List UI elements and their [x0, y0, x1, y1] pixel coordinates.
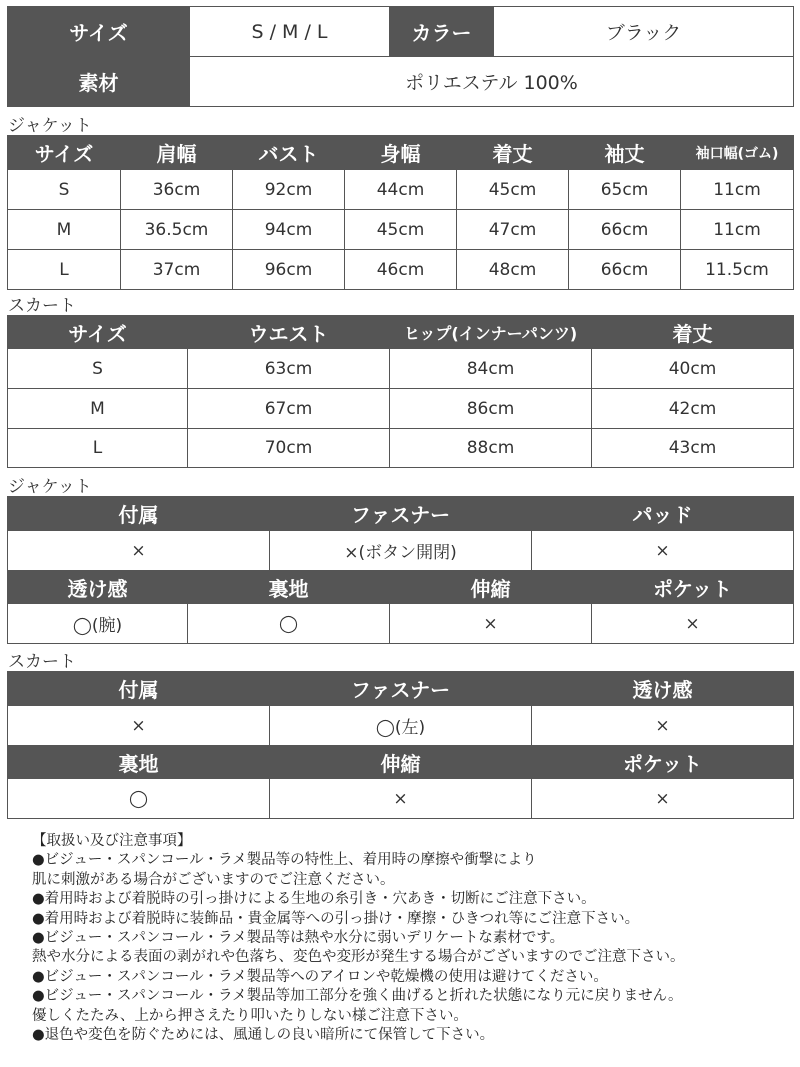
header-cell: 袖丈: [569, 136, 681, 170]
header-cell: バスト: [233, 136, 345, 170]
note-line: ●退色や変色を防ぐためには、風通しの良い暗所にて保管して下さい。: [32, 1027, 495, 1044]
value-cell: ◯(腕): [8, 604, 188, 644]
value-cell: 70cm: [188, 429, 390, 468]
jacket-features-table-1: [7, 496, 794, 571]
value-cell: 88cm: [390, 429, 592, 468]
skirt-size-header-row: [8, 316, 794, 349]
value-cell: 67cm: [188, 389, 390, 429]
value-cell: 45cm: [457, 170, 569, 210]
header-cell: パッド: [532, 497, 794, 531]
note-line: 熱や水分による表面の剥がれや色落ち、変色や変形が発生する場合がございますのでご注意下さい。: [32, 949, 685, 966]
size-cell: S: [8, 349, 188, 389]
table-row: [8, 250, 794, 290]
header-cell: ポケット: [592, 571, 794, 604]
value-cell: 92cm: [233, 170, 345, 210]
note-line: 肌に刺激がある場合がございますのでご注意ください。: [32, 871, 395, 888]
header-cell: 着丈: [457, 136, 569, 170]
value-cell: 45cm: [345, 210, 457, 250]
table-row: [8, 170, 794, 210]
note-line: ●着用時および着脱時に装飾品・貴金属等への引っ掛け・摩擦・ひきつれ等にご注意下さい。: [32, 910, 640, 927]
size-cell: S: [8, 170, 121, 210]
header-cell: 身幅: [345, 136, 457, 170]
note-line: 優しくたたみ、上から押さえたり叩いたりしない様ご注意下さい。: [32, 1007, 468, 1024]
table-row: [8, 349, 794, 389]
value-cell: 11cm: [681, 170, 794, 210]
size-label: サイズ: [8, 7, 190, 57]
header-cell: サイズ: [8, 316, 188, 349]
header-cell: 袖口幅(ゴム): [681, 136, 794, 170]
value-cell: ×: [532, 706, 794, 746]
size-cell: L: [8, 429, 188, 468]
header-cell: サイズ: [8, 136, 121, 170]
header-cell: 透け感: [532, 672, 794, 706]
value-cell: 43cm: [592, 429, 794, 468]
header-cell: ポケット: [532, 746, 794, 779]
header-cell: 透け感: [8, 571, 188, 604]
jacket-size-header-row: [8, 136, 794, 170]
size-cell: M: [8, 210, 121, 250]
material-label: 素材: [8, 57, 190, 107]
value-cell: ◯(左): [270, 706, 532, 746]
value-cell: 36.5cm: [121, 210, 233, 250]
table-row: [8, 429, 794, 468]
value-cell: 46cm: [345, 250, 457, 290]
header-cell: 裏地: [8, 746, 270, 779]
jacket-features-section-label: ジャケット: [8, 477, 92, 497]
value-cell: ×: [532, 779, 794, 819]
care-notes: [32, 832, 792, 1045]
value-cell: 44cm: [345, 170, 457, 210]
value-cell: ×: [270, 779, 532, 819]
spec-table: [7, 6, 794, 107]
header-cell: 付属: [8, 497, 270, 531]
value-cell: 42cm: [592, 389, 794, 429]
value-cell: ◯: [8, 779, 270, 819]
skirt-size-section-label: スカート: [8, 296, 76, 316]
header-cell: ファスナー: [270, 497, 532, 531]
header-cell: 肩幅: [121, 136, 233, 170]
header-cell: 伸縮: [270, 746, 532, 779]
table-row: [8, 210, 794, 250]
value-cell: 40cm: [592, 349, 794, 389]
value-cell: 94cm: [233, 210, 345, 250]
header-cell: 着丈: [592, 316, 794, 349]
size-cell: L: [8, 250, 121, 290]
header-cell: ヒップ(インナーパンツ): [390, 316, 592, 349]
value-cell: ×: [390, 604, 592, 644]
jacket-size-section-label: ジャケット: [8, 116, 92, 136]
header-cell: 伸縮: [390, 571, 592, 604]
value-cell: ×: [8, 531, 270, 571]
jacket-features-table-2: [7, 570, 794, 644]
note-line: ●ビジュー・スパンコール・ラメ製品等加工部分を強く曲げると折れた状態になり元に戻りません。: [32, 988, 683, 1005]
size-cell: M: [8, 389, 188, 429]
header-cell: ウエスト: [188, 316, 390, 349]
color-value: ブラック: [494, 7, 794, 57]
table-row: [8, 389, 794, 429]
value-cell: 66cm: [569, 250, 681, 290]
notes-title: 【取扱い及び注意事項】: [32, 833, 192, 849]
value-cell: 11cm: [681, 210, 794, 250]
note-line: ●ビジュー・スパンコール・ラメ製品等は熱や水分に弱いデリケートな素材です。: [32, 930, 565, 947]
value-cell: 86cm: [390, 389, 592, 429]
header-cell: 裏地: [188, 571, 390, 604]
value-cell: 11.5cm: [681, 250, 794, 290]
header-cell: ファスナー: [270, 672, 532, 706]
value-cell: 48cm: [457, 250, 569, 290]
value-cell: 47cm: [457, 210, 569, 250]
value-cell: ×: [8, 706, 270, 746]
value-cell: ×: [532, 531, 794, 571]
value-cell: 65cm: [569, 170, 681, 210]
value-cell: 63cm: [188, 349, 390, 389]
note-line: ●ビジュー・スパンコール・ラメ製品等へのアイロンや乾燥機の使用は避けてください。: [32, 968, 608, 985]
value-cell: 37cm: [121, 250, 233, 290]
value-cell: ×: [592, 604, 794, 644]
jacket-size-table: [7, 135, 794, 290]
value-cell: 36cm: [121, 170, 233, 210]
note-line: ●着用時および着脱時の引っ掛けによる生地の糸引き・穴あき・切断にご注意下さい。: [32, 891, 596, 908]
size-value: S / M / L: [190, 7, 390, 57]
color-label: カラー: [390, 7, 494, 57]
header-cell: 付属: [8, 672, 270, 706]
note-line: ●ビジュー・スパンコール・ラメ製品等の特性上、着用時の摩擦や衝撃により: [32, 852, 537, 869]
value-cell: 84cm: [390, 349, 592, 389]
skirt-size-table: [7, 315, 794, 468]
value-cell: 96cm: [233, 250, 345, 290]
value-cell: ×(ボタン開閉): [270, 531, 532, 571]
value-cell: 66cm: [569, 210, 681, 250]
skirt-features-section-label: スカート: [8, 652, 76, 672]
skirt-features-table-1: [7, 671, 794, 746]
skirt-features-table-2: [7, 745, 794, 819]
material-value: ポリエステル 100%: [190, 57, 794, 107]
value-cell: ◯: [188, 604, 390, 644]
